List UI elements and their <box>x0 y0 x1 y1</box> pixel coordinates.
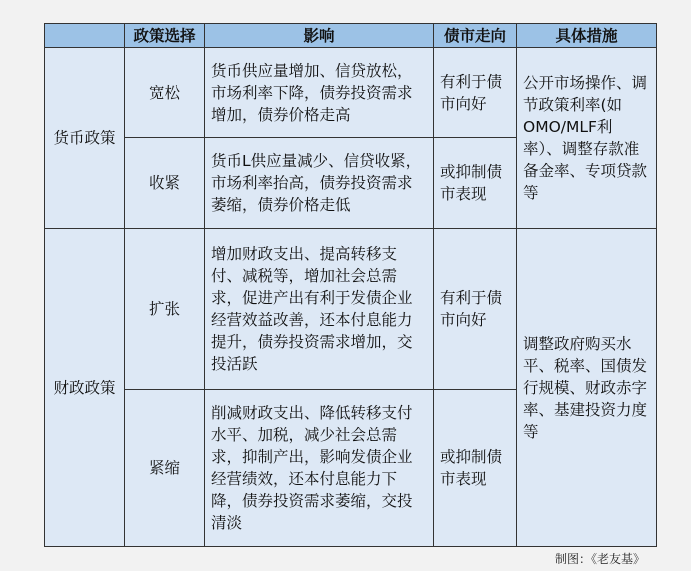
measures-fiscal: 调整政府购买水平、税率、国债发行规模、财政赤字率、基建投资力度等 <box>517 229 657 547</box>
header-measures: 具体措施 <box>517 24 657 48</box>
bond-trend-cell: 或抑制债市表现 <box>434 390 517 547</box>
bond-trend-cell: 有利于债市向好 <box>434 48 517 138</box>
header-choice: 政策选择 <box>125 24 205 48</box>
choice-cell: 收紧 <box>125 138 205 229</box>
policy-impact-table <box>44 23 657 547</box>
policy-name-fiscal: 财政政策 <box>45 229 125 547</box>
table-row <box>45 48 657 138</box>
impact-cell: 货币L供应量减少、信贷收紧，市场利率抬高，债券投资需求萎缩，债券价格走低 <box>205 138 434 229</box>
chart-credit: 制图：《老友基》 <box>554 552 645 566</box>
choice-cell: 宽松 <box>125 48 205 138</box>
header-impact: 影响 <box>205 24 434 48</box>
choice-cell: 扩张 <box>125 229 205 390</box>
measures-monetary: 公开市场操作、调节政策利率(如OMO/MLF利率）、调整存款准备金率、专项贷款等 <box>517 48 657 229</box>
impact-cell: 货币供应量增加、信贷放松，市场利率下降，债券投资需求增加，债券价格走高 <box>205 48 434 138</box>
bond-trend-cell: 或抑制债市表现 <box>434 138 517 229</box>
choice-cell: 紧缩 <box>125 390 205 547</box>
header-bond-trend: 债市走向 <box>434 24 517 48</box>
bond-trend-cell: 有利于债市向好 <box>434 229 517 390</box>
impact-cell: 增加财政支出、提高转移支付、减税等，增加社会总需求，促进产出有利于发债企业经营效益改善，还本付息能力提升，债券投资需求增加，交投活跃 <box>205 229 434 390</box>
header-policy <box>45 24 125 48</box>
table-header-row <box>45 24 657 48</box>
table-row <box>45 229 657 390</box>
impact-cell: 削减财政支出、降低转移支付水平、加税，减少社会总需求，抑制产出，影响发债企业经营绩效，还本付息能力下降，债券投资需求萎缩，交投清淡 <box>205 390 434 547</box>
policy-name-monetary: 货币政策 <box>45 48 125 229</box>
